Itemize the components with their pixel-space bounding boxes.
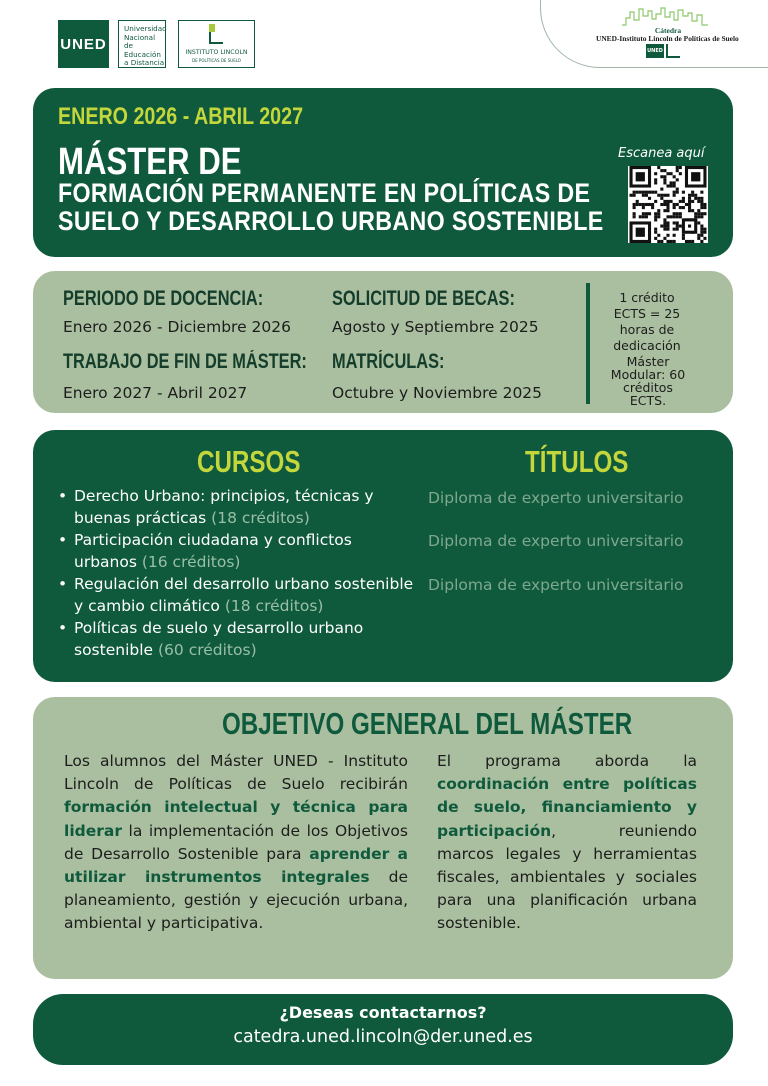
text-run: El programa aborda la [437, 752, 697, 770]
final-project-heading: TRABAJO DE FIN DE MÁSTER: [63, 350, 307, 373]
list-item [56, 530, 416, 573]
master-title: MÁSTER DE [58, 141, 242, 183]
vertical-divider [586, 283, 590, 404]
objective-text-left [64, 750, 408, 936]
highlight-text: coordinación entre políticas de suelo, financiamiento y participación [437, 775, 697, 840]
title-diploma: Diploma de experto universitario [428, 532, 684, 550]
objective-heading: OBJETIVO GENERAL DEL MÁSTER [222, 706, 633, 741]
uned-univ-line: Universidad [124, 24, 167, 33]
ects-credit-note: 1 crédito ECTS = 25 horas de dedicación [613, 290, 681, 353]
qr-code-icon [628, 166, 708, 243]
final-project-value: Enero 2027 - Abril 2027 [63, 384, 248, 402]
program-title-line-2: SUELO Y DESARROLLO URBANO SOSTENIBLE [58, 206, 604, 236]
contact-question: ¿Deseas contactarnos? [279, 1003, 487, 1022]
course-name: Derecho Urbano: principios, técnicas y buenas prácticas [74, 487, 374, 527]
highlight-text: aprender a utilizar instrumentos integrales [64, 844, 409, 887]
list-item [56, 574, 416, 617]
contact-email-link[interactable]: catedra.uned.lincoln@der.uned.es [233, 1027, 533, 1047]
courses-heading: CURSOS [197, 444, 301, 479]
scholarship-value: Agosto y Septiembre 2025 [332, 318, 539, 336]
course-credits: (16 créditos) [141, 552, 241, 571]
lincoln-mark-icon [209, 26, 223, 44]
uned-logo: UNED [58, 20, 109, 68]
course-credits: (60 créditos) [158, 640, 257, 659]
program-title-line-1: FORMACIÓN PERMANENTE EN POLÍTICAS DE [58, 178, 591, 208]
catedra-lincoln-icon [666, 44, 680, 58]
catedra-label: Cátedra [654, 26, 682, 35]
scholarship-heading: SOLICITUD DE BECAS: [332, 287, 515, 310]
course-list [56, 486, 416, 662]
list-item [56, 486, 416, 529]
text-run: la implementación de los Objetivos de Desarrollo Sostenible para [64, 821, 408, 863]
course-name: Regulación del desarrollo urbano sostenible y cambio climático [74, 575, 414, 615]
city-skyline-icon [622, 6, 708, 26]
modular-master-note: Máster Modular: 60 créditos ECTS. [610, 354, 686, 408]
course-credits: (18 créditos) [224, 596, 324, 615]
program-dates: ENERO 2026 - ABRIL 2027 [58, 103, 304, 130]
highlight-text: formación intelectual y técnica para liderar [64, 798, 408, 840]
uned-university-name [118, 20, 166, 68]
course-credits: (18 créditos) [211, 508, 310, 527]
list-item [56, 618, 416, 661]
uned-univ-line: Educación [124, 49, 161, 59]
text-run: Los alumnos del Máster UNED - Instituto Lincoln de Políticas de Suelo recibirán [64, 752, 408, 794]
lincoln-name: INSTITUTO LINCOLN [185, 49, 248, 56]
text-run: de planeamiento, gestión y ejecución urbana, ambiental y participativa. [64, 868, 408, 933]
catedra-title: UNED-Instituto Lincoln de Políticas de Suelo [596, 34, 739, 43]
uned-univ-line: Nacional de [124, 32, 156, 51]
teaching-period-value: Enero 2026 - Diciembre 2026 [63, 318, 291, 336]
title-diploma: Diploma de experto universitario [428, 489, 684, 507]
title-diploma: Diploma de experto universitario [428, 576, 684, 594]
uned-univ-line: a Distancia [124, 58, 165, 68]
lincoln-subtitle: DE POLÍTICAS DE SUELO [192, 58, 241, 63]
course-name: Participación ciudadana y conflictos urbanos [74, 531, 352, 571]
titles-heading: TÍTULOS [525, 444, 629, 479]
lincoln-institute-logo [178, 20, 255, 68]
catedra-uned-badge: UNED [646, 44, 664, 58]
enrollment-value: Octubre y Noviembre 2025 [332, 384, 543, 402]
qr-code[interactable] [628, 166, 708, 243]
enrollment-heading: MATRÍCULAS: [332, 350, 445, 373]
scan-here-label: Escanea aquí [618, 146, 705, 161]
text-run: , reuniendo marcos legales y herramientas fiscales, ambientales y sociales para una planificación urbana sostenible. [437, 821, 697, 933]
objective-text-right [437, 750, 697, 936]
teaching-period-heading: PERIODO DE DOCENCIA: [63, 287, 264, 310]
course-name: Políticas de suelo y desarrollo urbano sostenible [74, 619, 364, 659]
